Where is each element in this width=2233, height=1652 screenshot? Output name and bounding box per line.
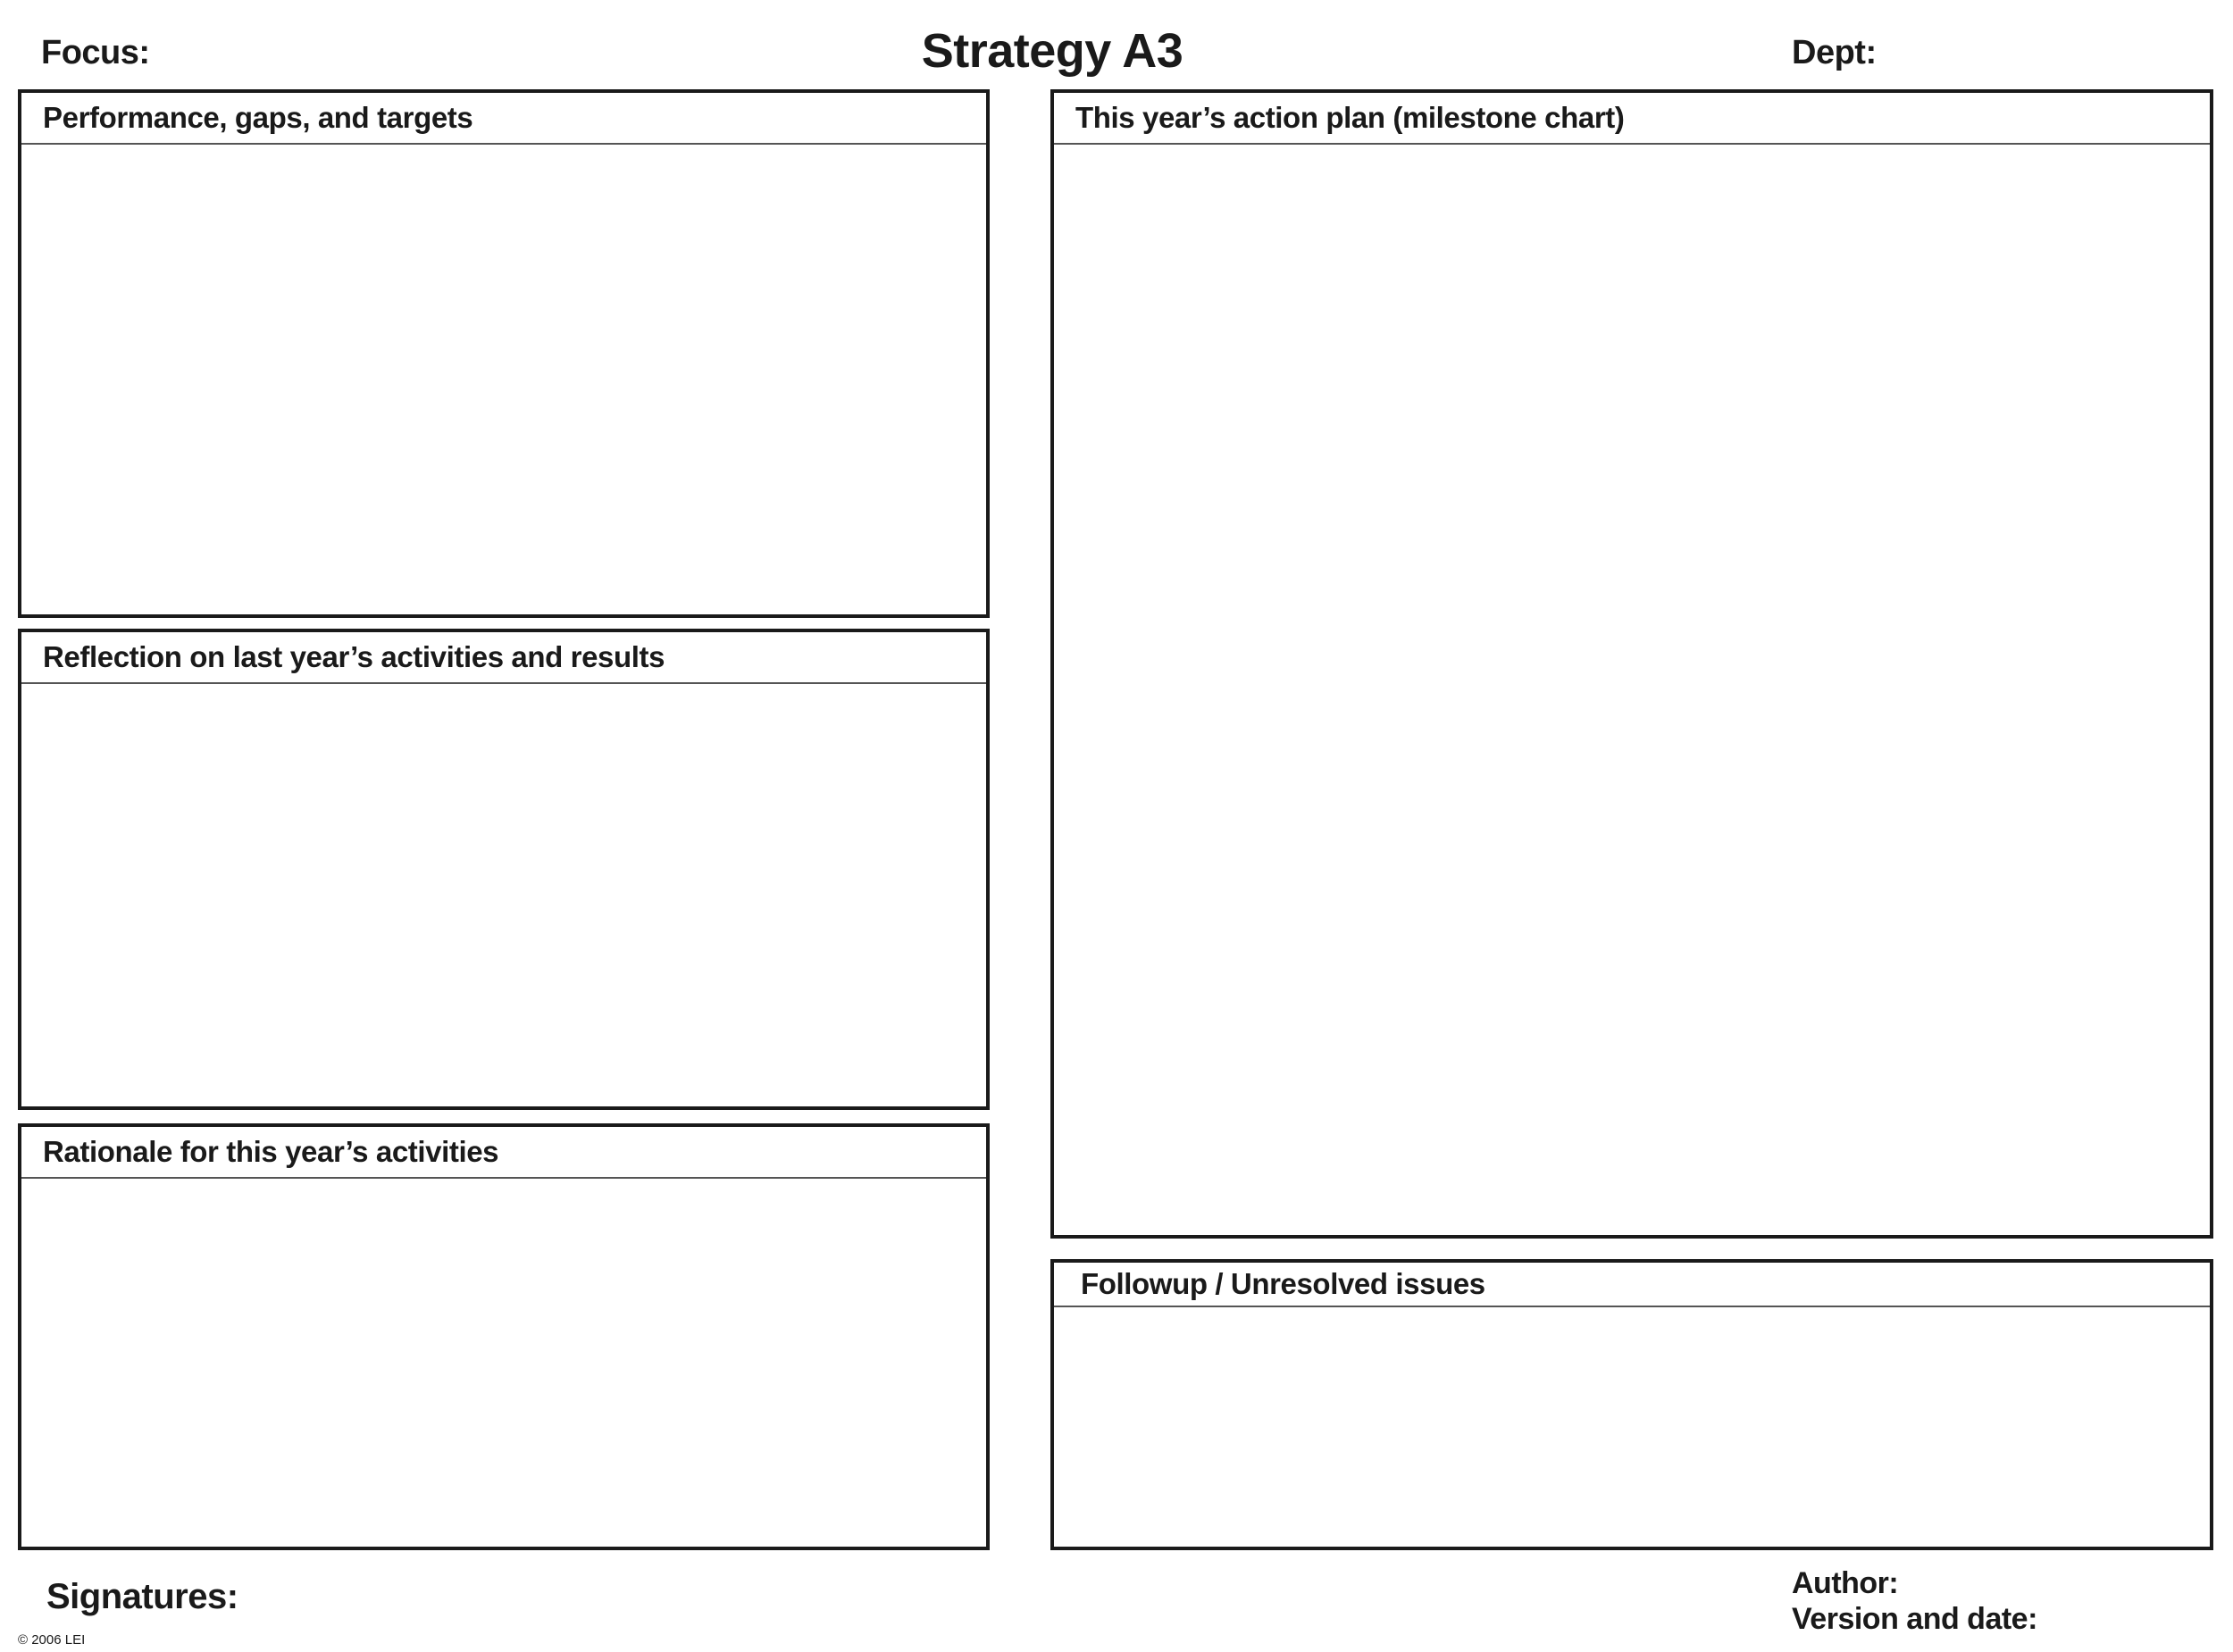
version-date-label: Version and date:: [1792, 1602, 2037, 1636]
followup-panel-body[interactable]: [1054, 1307, 2210, 1547]
followup-panel: [1050, 1259, 2213, 1550]
signatures-label: Signatures:: [46, 1577, 238, 1616]
reflection-panel-title: Reflection on last year’s activities and results: [21, 632, 986, 684]
reflection-panel: [18, 629, 990, 1110]
performance-panel-body[interactable]: [21, 145, 986, 614]
rationale-panel-body[interactable]: [21, 1179, 986, 1547]
rationale-panel-title: Rationale for this year’s activities: [21, 1127, 986, 1179]
dept-label: Dept:: [1792, 34, 1877, 71]
performance-panel-title: Performance, gaps, and targets: [21, 93, 986, 145]
action-plan-panel: [1050, 89, 2213, 1239]
followup-panel-title: Followup / Unresolved issues: [1054, 1263, 2210, 1307]
copyright-notice: © 2006 LEI: [18, 1632, 86, 1648]
rationale-panel: [18, 1123, 990, 1550]
focus-label: Focus:: [41, 34, 150, 71]
reflection-panel-body[interactable]: [21, 684, 986, 1106]
author-label: Author:: [1792, 1566, 1899, 1600]
action-plan-panel-title: This year’s action plan (milestone chart): [1054, 93, 2210, 145]
performance-panel: [18, 89, 990, 618]
action-plan-panel-body[interactable]: [1054, 145, 2210, 1235]
page-title: Strategy A3: [921, 24, 1183, 78]
